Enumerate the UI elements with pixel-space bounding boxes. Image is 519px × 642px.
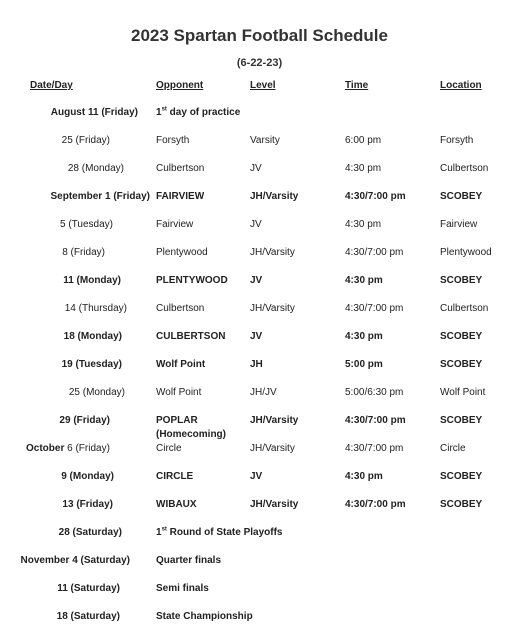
row-opponent: WIBAUX [156, 499, 197, 510]
row-location: SCOBEY [440, 359, 483, 370]
schedule-row [0, 443, 519, 459]
schedule-row [0, 527, 519, 543]
row-date: October 6 (Friday) [26, 443, 110, 454]
schedule-row [0, 471, 519, 487]
row-time: 4:30 pm [345, 219, 382, 230]
row-level: JV [250, 163, 262, 174]
row-time: 5:00/6:30 pm [345, 387, 404, 398]
row-date: 28 (Monday) [67, 163, 124, 174]
header-date: Date/Day [30, 80, 73, 91]
row-time: 6:00 pm [345, 135, 382, 146]
row-date: 11 (Saturday) [57, 583, 120, 594]
row-date: September 1 (Friday) [50, 191, 150, 202]
row-opponent: Semi finals [156, 583, 209, 594]
row-level: Varsity [250, 135, 280, 146]
schedule-row [0, 247, 519, 263]
row-level: JV [250, 275, 263, 286]
row-opponent-note: (Homecoming) [156, 429, 226, 440]
row-location: Wolf Point [440, 387, 486, 398]
row-time: 4:30/7:00 pm [345, 303, 404, 314]
row-location: Circle [440, 443, 466, 454]
row-date: 29 (Friday) [59, 415, 110, 426]
row-location: SCOBEY [440, 331, 483, 342]
row-date: 9 (Monday) [61, 471, 114, 482]
schedule-row [0, 611, 519, 627]
row-opponent: PLENTYWOOD [156, 275, 228, 286]
row-location: Forsyth [440, 135, 474, 146]
row-opponent: Quarter finals [156, 555, 222, 566]
row-time: 4:30 pm [345, 331, 383, 342]
row-date: 18 (Monday) [63, 331, 122, 342]
row-location: Culbertson [440, 163, 489, 174]
row-level: JH/Varsity [250, 443, 295, 454]
page-subtitle: (6-22-23) [236, 57, 283, 69]
schedule-row [0, 555, 519, 571]
row-date: November 4 (Saturday) [20, 555, 130, 566]
row-opponent: Culbertson [156, 163, 205, 174]
row-date: 11 (Monday) [63, 275, 121, 286]
row-level: JH/Varsity [250, 499, 299, 510]
schedule-row [0, 135, 519, 151]
header-location: Location [440, 80, 482, 91]
row-location: SCOBEY [440, 275, 483, 286]
row-level: JH/Varsity [250, 191, 299, 202]
schedule-row [0, 387, 519, 403]
row-opponent: Culbertson [156, 303, 205, 314]
schedule-row [0, 191, 519, 207]
row-time: 5:00 pm [345, 359, 383, 370]
row-time: 4:30/7:00 pm [345, 247, 404, 258]
schedule-row [0, 359, 519, 375]
row-date: 28 (Saturday) [58, 527, 122, 538]
row-opponent: CIRCLE [156, 471, 194, 482]
row-location: SCOBEY [440, 499, 483, 510]
schedule-row [0, 583, 519, 599]
row-date: 14 (Thursday) [64, 303, 127, 314]
schedule-row [0, 415, 519, 440]
schedule-row [0, 163, 519, 179]
header-opponent: Opponent [156, 80, 204, 91]
row-time: 4:30/7:00 pm [345, 443, 404, 454]
row-opponent: State Championship [156, 611, 253, 622]
row-level: JH [250, 359, 263, 370]
row-opponent: 1st Round of State Playoffs [156, 526, 283, 538]
row-opponent: 1st day of practice [156, 106, 241, 118]
row-location: Plentywood [440, 247, 492, 258]
row-location: SCOBEY [440, 191, 483, 202]
row-time: 4:30 pm [345, 163, 382, 174]
row-time: 4:30/7:00 pm [345, 415, 406, 426]
page-title: 2023 Spartan Football Schedule [131, 26, 388, 45]
schedule-row [0, 303, 519, 319]
row-date: 5 (Tuesday) [60, 219, 113, 230]
row-opponent: Plentywood [156, 247, 208, 258]
schedule-row [0, 499, 519, 515]
row-opponent: FAIRVIEW [156, 191, 205, 202]
row-opponent: Wolf Point [156, 387, 202, 398]
row-date: 25 (Friday) [61, 135, 110, 146]
row-level: JV [250, 331, 263, 342]
header-time: Time [345, 80, 369, 91]
row-level: JH/JV [250, 387, 277, 398]
row-time: 4:30/7:00 pm [345, 191, 406, 202]
row-opponent: POPLAR [156, 415, 198, 426]
schedule-row [0, 219, 519, 235]
row-location: SCOBEY [440, 415, 483, 426]
header-level: Level [250, 80, 276, 91]
row-level: JH/Varsity [250, 303, 295, 314]
row-opponent: Forsyth [156, 135, 190, 146]
row-time: 4:30 pm [345, 471, 383, 482]
row-location: Culbertson [440, 303, 489, 314]
row-opponent: CULBERTSON [156, 331, 226, 342]
row-time: 4:30 pm [345, 275, 383, 286]
row-level: JV [250, 219, 262, 230]
row-date: 25 (Monday) [68, 387, 125, 398]
row-date: August 11 (Friday) [50, 107, 138, 118]
row-location: SCOBEY [440, 471, 483, 482]
schedule-row [0, 107, 519, 123]
row-opponent: Wolf Point [156, 359, 206, 370]
row-location: Fairview [440, 219, 478, 230]
row-date: 19 (Tuesday) [61, 359, 122, 370]
row-date: 18 (Saturday) [56, 611, 120, 622]
row-opponent: Circle [156, 443, 182, 454]
row-level: JH/Varsity [250, 415, 299, 426]
schedule-row [0, 331, 519, 347]
row-opponent: Fairview [156, 219, 194, 230]
schedule-row [0, 275, 519, 291]
row-date: 8 (Friday) [62, 247, 105, 258]
row-level: JH/Varsity [250, 247, 295, 258]
row-time: 4:30/7:00 pm [345, 499, 406, 510]
row-level: JV [250, 471, 263, 482]
row-date: 13 (Friday) [62, 499, 113, 510]
